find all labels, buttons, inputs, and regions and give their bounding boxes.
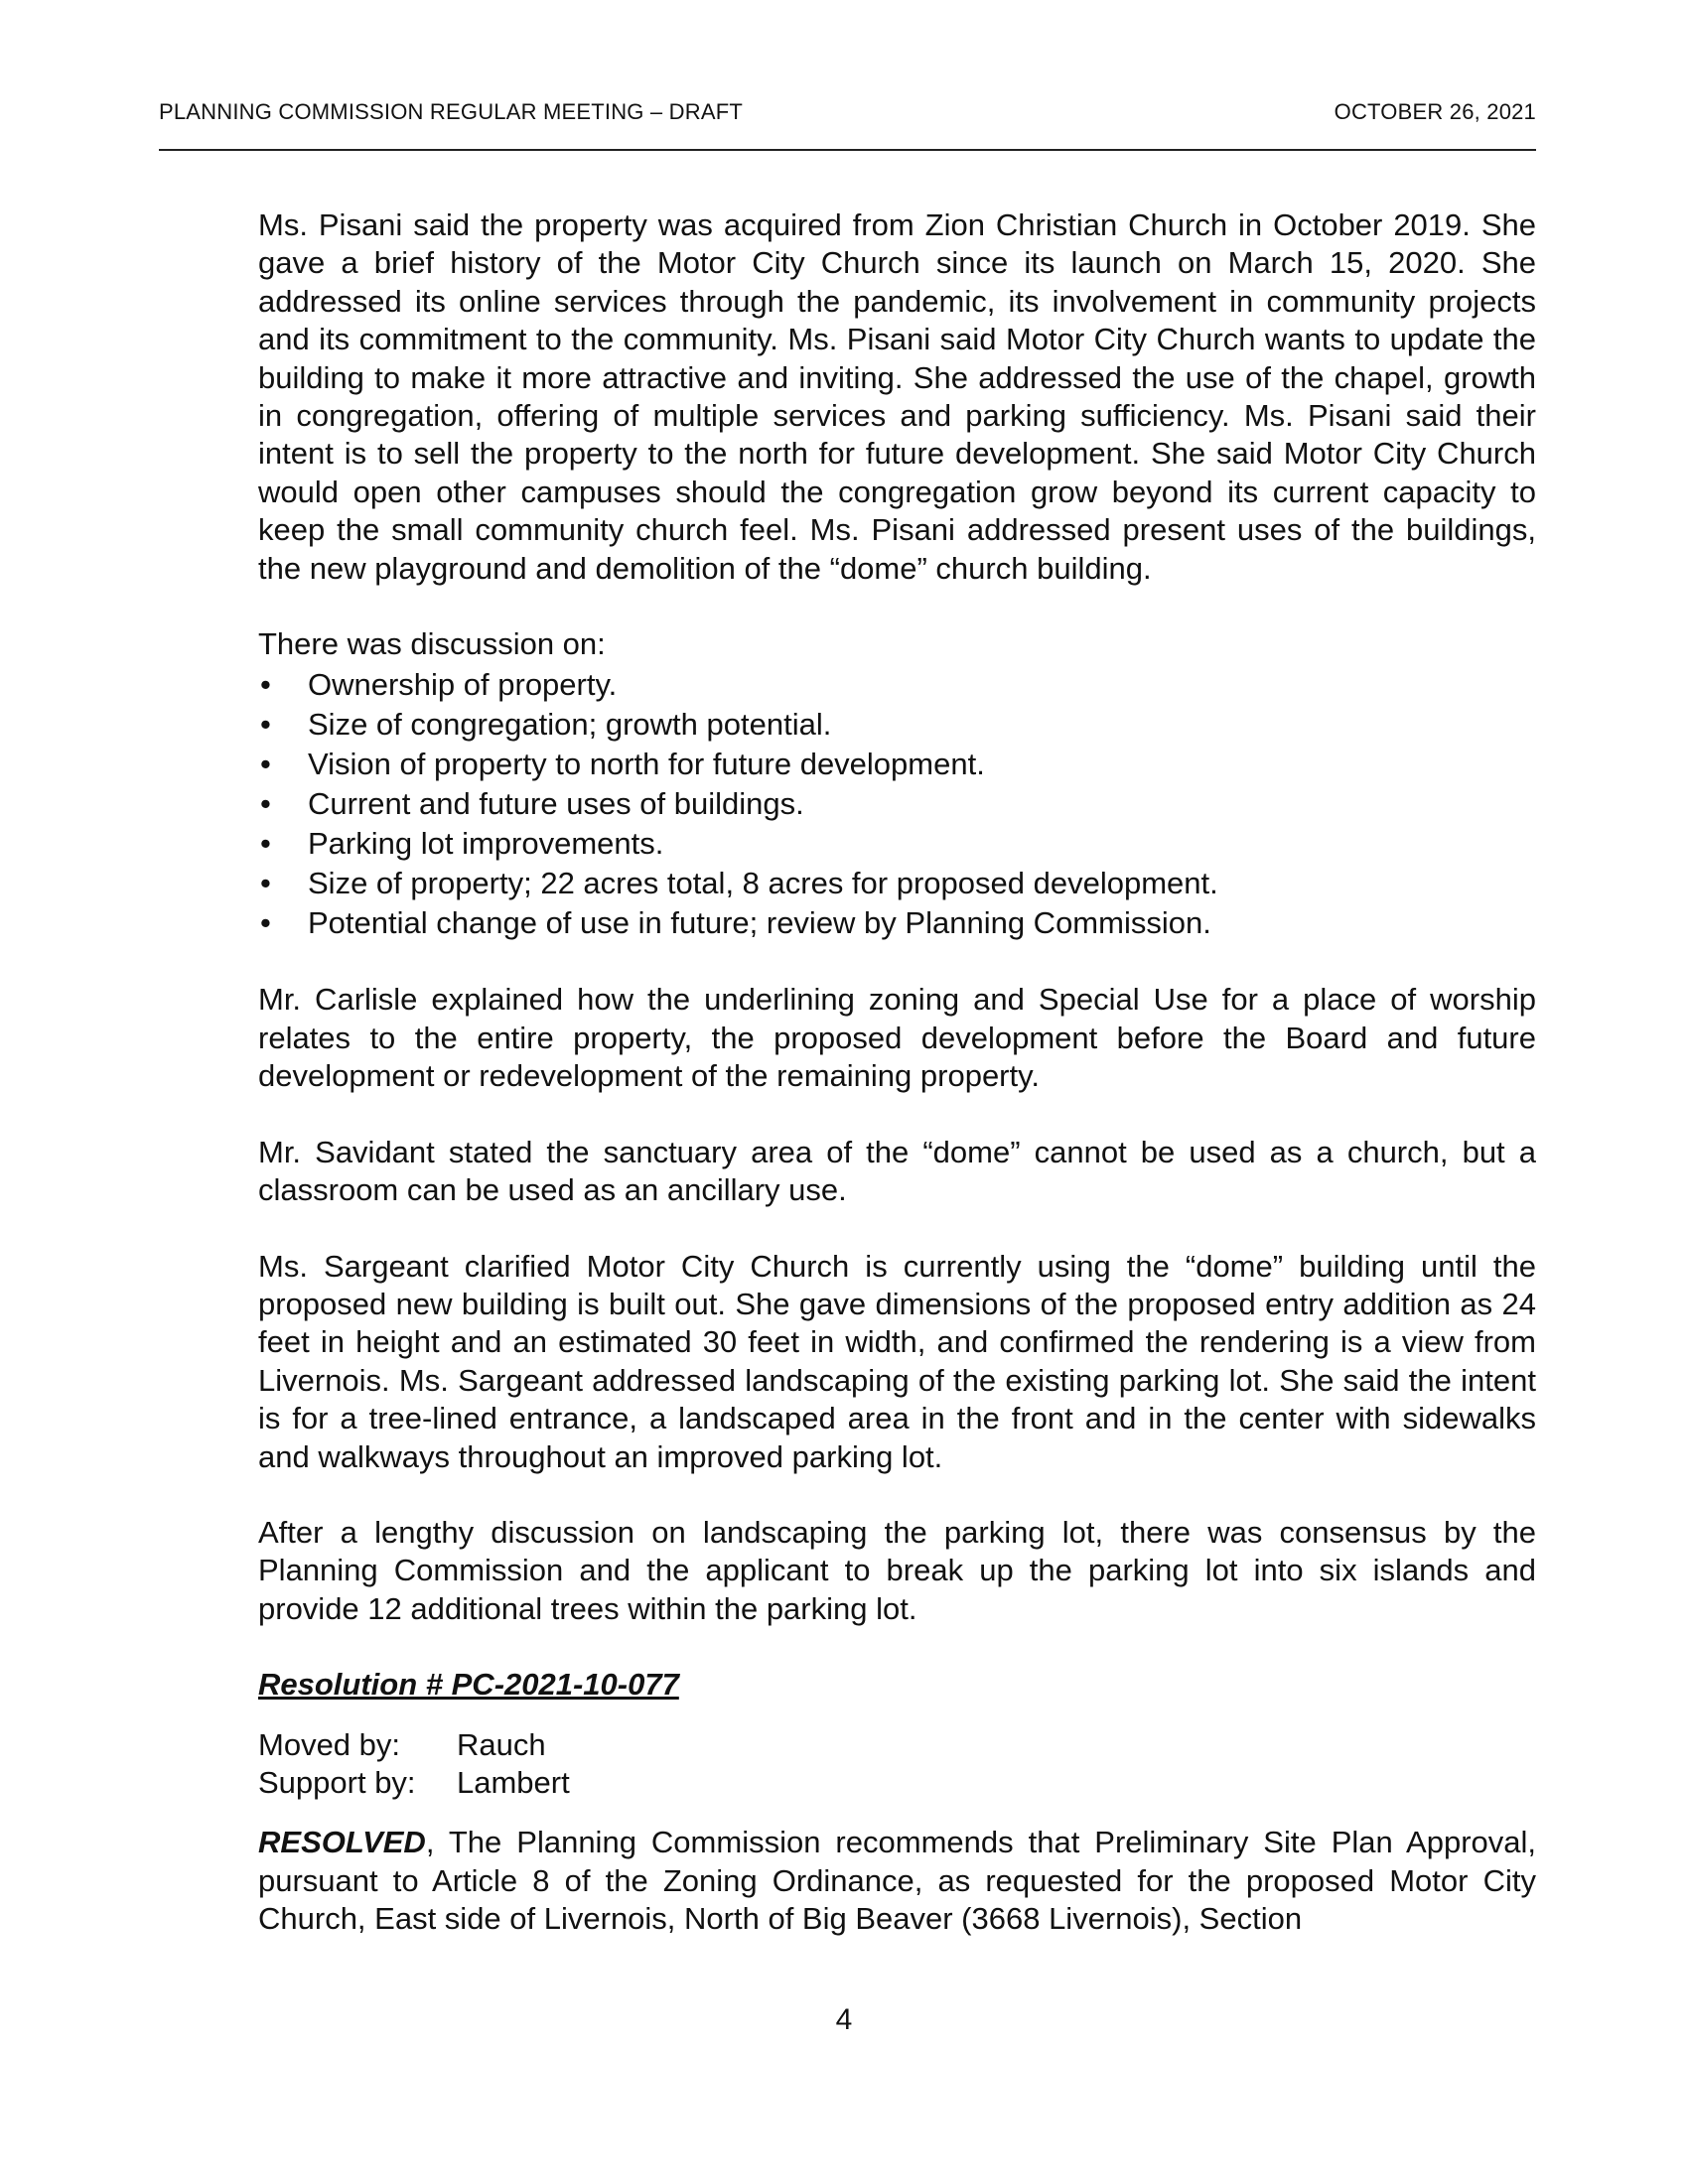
resolution-heading: Resolution # PC-2021-10-077 [258,1667,679,1703]
list-item: • Size of congregation; growth potential. [258,705,1536,745]
motion-block [258,1726,1536,1803]
resolved-paragraph [258,1824,1536,1938]
moved-by-row [258,1726,1536,1764]
list-item: • Vision of property to north for future development. [258,745,1536,784]
moved-by-value: Rauch [457,1726,546,1762]
paragraph-carlisle: Mr. Carlisle explained how the underlining zoning and Special Use for a place of worship relates to the entire property, the proposed development before the Board and future development or redevelopment of the remaining property. [258,982,1536,1094]
bullet-icon: • [260,826,271,862]
page-header [159,99,1536,125]
bullet-icon: • [260,905,271,941]
support-by-row [258,1764,1536,1802]
resolved-text: , The Planning Commission recommends that Preliminary Site Plan Approval, pursuant to Article 8 of the Zoning Ordinance, as requested for the proposed Motor City Church, East side of Livernois, North of Big Beaver (3668 Livernois), Section [258,1825,1536,1937]
paragraph-consensus: After a lengthy discussion on landscaping the parking lot, there was consensus by the Planning Commission and the applicant to break up the parking lot into six islands and provide 12 additional trees within the parking lot. [258,1514,1536,1626]
page-number: 4 [835,2003,853,2036]
discussion-intro: There was discussion on: [258,626,606,662]
list-item: • Size of property; 22 acres total, 8 acres for proposed development. [258,864,1536,903]
document-body [258,206,1536,1977]
list-item: • Current and future uses of buildings. [258,784,1536,824]
bullet-icon: • [260,747,271,782]
list-item: • Parking lot improvements. [258,824,1536,864]
list-item: • Potential change of use in future; review by Planning Commission. [258,903,1536,943]
header-meeting-date: OCTOBER 26, 2021 [1334,99,1536,124]
moved-by-label: Moved by: [258,1726,401,1762]
resolved-keyword: RESOLVED [258,1825,426,1860]
support-by-value: Lambert [457,1764,570,1800]
paragraph-sargeant: Ms. Sargeant clarified Motor City Church is currently using the “dome” building until the proposed new building is built out. She gave dimensions of the proposed entry addition as 24 feet in height and an estimated 30 feet in width, and confirmed the rendering is a view from Livernois. Ms. Sargeant addressed landscaping of the existing parking lot. She said the intent is for a tree-lined entrance, a landscaped area in the front and in the center with sidewalks and walkways throughout an improved parking lot. [258,1248,1536,1474]
bullet-icon: • [260,667,271,703]
paragraph-savidant: Mr. Savidant stated the sanctuary area of the “dome” cannot be used as a church, but a classroom can be used as an ancillary use. [258,1134,1536,1208]
bullet-icon: • [260,786,271,822]
header-meeting-title: PLANNING COMMISSION REGULAR MEETING – DRAFT [159,99,744,124]
bullet-icon: • [260,707,271,743]
paragraph-pisani: Ms. Pisani said the property was acquired from Zion Christian Church in October 2019. She gave a brief history of the Motor City Church since its launch on March 15, 2020. She addressed its online services through the pandemic, its involvement in community projects and its commitment to the community. Ms. Pisani said Motor City Church wants to update the building to make it more attractive and inviting. She addressed the use of the chapel, growth in congregation, offering of multiple services and parking sufficiency. Ms. Pisani said their intent is to sell the property to the north for future development. She said Motor City Church would open other campuses should the congregation grow beyond its current capacity to keep the small community church feel. Ms. Pisani addressed present uses of the buildings, the new playground and demolition of the “dome” church building. [258,207,1536,586]
list-item: • Ownership of property. [258,665,1536,705]
support-by-label: Support by: [258,1764,416,1800]
header-divider [159,149,1536,151]
discussion-list [258,665,1536,943]
bullet-icon: • [260,866,271,901]
